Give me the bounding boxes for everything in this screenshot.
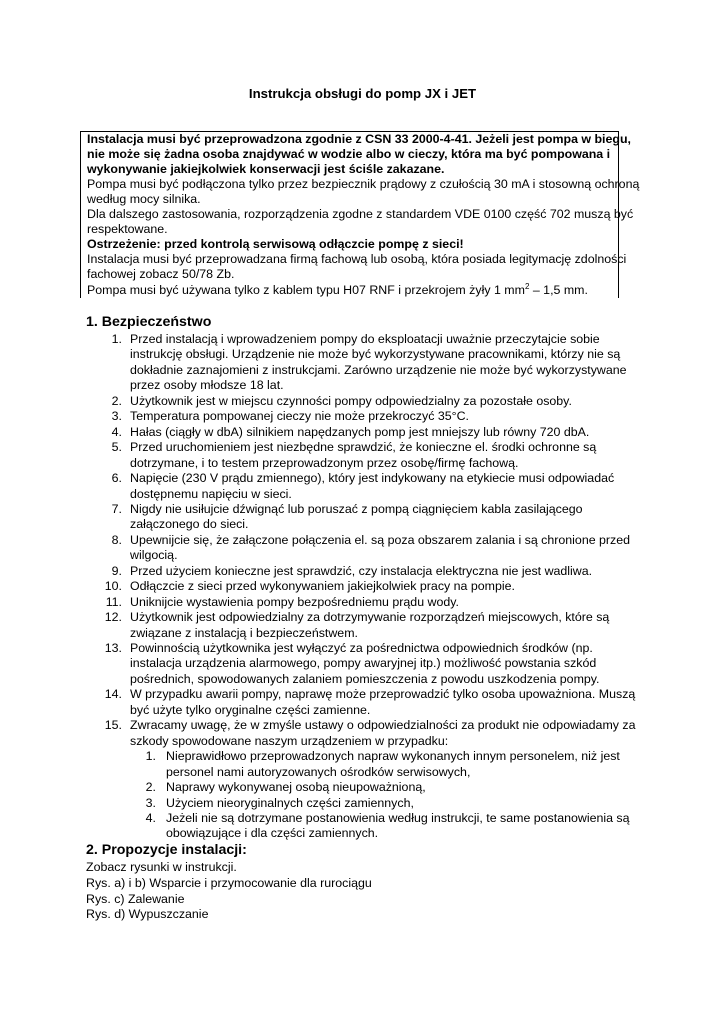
document-title: Instrukcja obsługi do pomp JX i JET [248, 86, 477, 101]
section-2-line-4: Rys. d) Wypuszczanie [86, 907, 209, 921]
list-item-text: Użytkownik jest odpowiedzialny za dotrzymywanie rozporządzeń miejscowych, które są [130, 610, 610, 625]
notice-bold-line-3: wykonywanie jakiejkolwiek konserwacji jest ściśle zakazane. [87, 162, 445, 176]
list-item-text: Nigdy nie usiłujcie dźwignąć lub poruszać z pompą ciągnięciem kabla zasilającego [130, 501, 583, 516]
list-item-text: przez osoby młodsze 18 lat. [130, 378, 284, 393]
list-item-text: dokładnie zaznajomieni z instrukcjami. Zarówno urządzenie nie może być wykorzystywane [130, 362, 627, 377]
subitem-number: 3. [145, 795, 156, 810]
list-item-text: instrukcję obsługi. Urządzenie nie może być wykorzystywane pracownikami, którzy nie są [130, 347, 621, 362]
list-item-text: Uniknijcie wystawienia pompy bezpośredniemu prądu wody. [130, 594, 459, 609]
list-item-text: Upewnijcie się, że załączone połączenia el. są poza obszarem zalania i są chronione przed [130, 532, 631, 547]
subitem-text: obowiązujące i dla części zamiennych. [166, 826, 379, 841]
list-item-text: Przed uruchomieniem jest niezbędne sprawdzić, że konieczne el. środki ochronne są [130, 440, 597, 455]
section-2-line-2: Rys. a) i b) Wsparcie i przymocowanie dla rurociągu [86, 876, 372, 890]
list-item-number: 12. [104, 610, 122, 625]
list-item-text: wilgocią. [130, 548, 178, 563]
notice-bold-line-1: Instalacja musi być przeprowadzona zgodnie z CSN 33 2000-4-41. Jeżeli jest pompa w biegu, [87, 132, 631, 146]
section-2-heading: 2. Propozycje instalacji: [86, 842, 247, 858]
list-item-text: Hałas (ciągły w dbA) silnikiem napędzanych pomp jest mniejszy lub równy 720 dbA. [130, 424, 590, 439]
subitem-text: Naprawy wykonywanej osobą nieupoważnioną, [166, 780, 426, 795]
list-item-text: Odłączcie z sieci przed wykonywaniem jakiejkolwiek pracy na pompie. [130, 579, 515, 594]
list-item-text: związane z instalacją i bezpieczeństwem. [130, 625, 358, 640]
notice-line-a2: według mocy silnika. [87, 192, 201, 206]
list-item-text: Napięcie (230 V prądu zmiennego), który jest indykowany na etykiecie musi odpowiadać [130, 471, 615, 486]
cable-text: Pompa musi być używana tylko z kablem typu H07 RNF i przekrojem żyły 1 mm [87, 283, 525, 297]
list-item-text: Powinnością użytkownika jest wyłączyć za pośrednictwa odpowiednich środków (np. [130, 641, 593, 655]
list-item-text: W przypadku awarii pompy, naprawę może przeprowadzić tylko osoba upoważniona. Muszą [130, 687, 636, 702]
list-item-number: 5. [111, 440, 122, 455]
notice-warning: Ostrzeżenie: przed kontrolą serwisową odłączcie pompę z sieci! [87, 237, 464, 251]
list-item-number: 6. [111, 471, 122, 486]
subitem-number: 4. [145, 810, 156, 825]
list-item-text: Zwracamy uwagę, że w zmyśle ustawy o odpowiedzialności za produkt nie odpowiadamy za [130, 718, 636, 733]
subitem-number: 1. [145, 749, 156, 764]
notice-line-a4: respektowane. [87, 222, 168, 236]
list-item-number: 8. [111, 532, 122, 547]
list-item-text: dotrzymane, i to testem przeprowadzonym przez osobę/firmę fachową. [130, 455, 519, 470]
list-item-number: 4. [111, 424, 122, 439]
list-item-number: 9. [111, 563, 122, 578]
list-item-text: Temperatura pompowanej cieczy nie może przekroczyć 35°C. [130, 409, 469, 424]
list-item-number: 10. [104, 579, 122, 594]
list-item-number: 15. [104, 718, 122, 733]
list-item-text: Użytkownik jest w miejscu czynności pompy odpowiedzialny za pozostałe osoby. [130, 393, 572, 408]
list-item-text: być użyte tylko oryginalne części zamienne. [130, 702, 371, 717]
notice-line-a3: Dla dalszego zastosowania, rozporządzenia zgodne z standardem VDE 0100 część 702 muszą być [87, 207, 634, 221]
subitem-text: Nieprawidłowo przeprowadzonych napraw wykonanych innym personelem, niż jest [166, 749, 620, 764]
notice-line-b1: Instalacja musi być przeprowadzana firmą fachową lub osobą, która posiada legitymację zdolności [87, 252, 627, 266]
list-item-text: załączonego do sieci. [130, 517, 249, 532]
list-item-text: szkody spowodowane naszym urządzeniem w przypadku: [130, 733, 449, 748]
list-item-number: 14. [104, 687, 122, 702]
subitem-text: Użyciem nieoryginalnych części zamiennych, [166, 795, 414, 810]
subitem-text: Jeżeli nie są dotrzymane postanowienia według instrukcji, te same postanowienia są [166, 810, 630, 825]
section-1-heading: 1. Bezpieczeństwo [86, 314, 212, 330]
list-item-number: 13. [104, 641, 122, 655]
section-2-line-3: Rys. c) Zalewanie [86, 892, 185, 906]
subitem-text: personel nami autoryzowanych ośrodków serwisowych, [166, 764, 471, 779]
cable-text-end: – 1,5 mm. [529, 283, 588, 297]
list-item-number: 2. [111, 393, 122, 408]
notice-line-a1: Pompa musi być podłączona tylko przez bezpiecznik prądowy z czułością 30 mA i stosowną ochroną [87, 177, 640, 191]
list-item-text: instalacja urządzenia alarmowego, pompy awaryjnej itp.) możliwość powstania szkód [130, 656, 597, 671]
list-item-number: 7. [111, 501, 122, 516]
list-item-text: Przed użyciem konieczne jest sprawdzić, czy instalacja elektryczna nie jest wadliwa. [130, 563, 593, 578]
notice-cable-line [87, 283, 588, 298]
list-item-text: dostępnemu napięciu w sieci. [130, 486, 292, 501]
list-item-number: 1. [111, 332, 122, 346]
section-2-line-1: Zobacz rysunki w instrukcji. [86, 860, 237, 874]
list-item-text: Przed instalacją i wprowadzeniem pompy do eksploatacji uważnie przeczytajcie sobie [130, 332, 600, 346]
cable-superscript: 2 [524, 282, 530, 291]
list-item-number: 3. [111, 409, 122, 424]
notice-bold-line-2: nie może się żadna osoba znajdywać w wodzie albo w cieczy, która ma być pompowana i [87, 147, 611, 161]
list-item-number: 11. [105, 594, 122, 609]
notice-line-b2: fachowej zobacz 50/78 Zb. [87, 267, 235, 281]
subitem-number: 2. [145, 780, 156, 795]
list-item-text: pośrednich, spowodowanych zalaniem pomieszczenia z powodu uszkodzenia pompy. [130, 671, 600, 686]
